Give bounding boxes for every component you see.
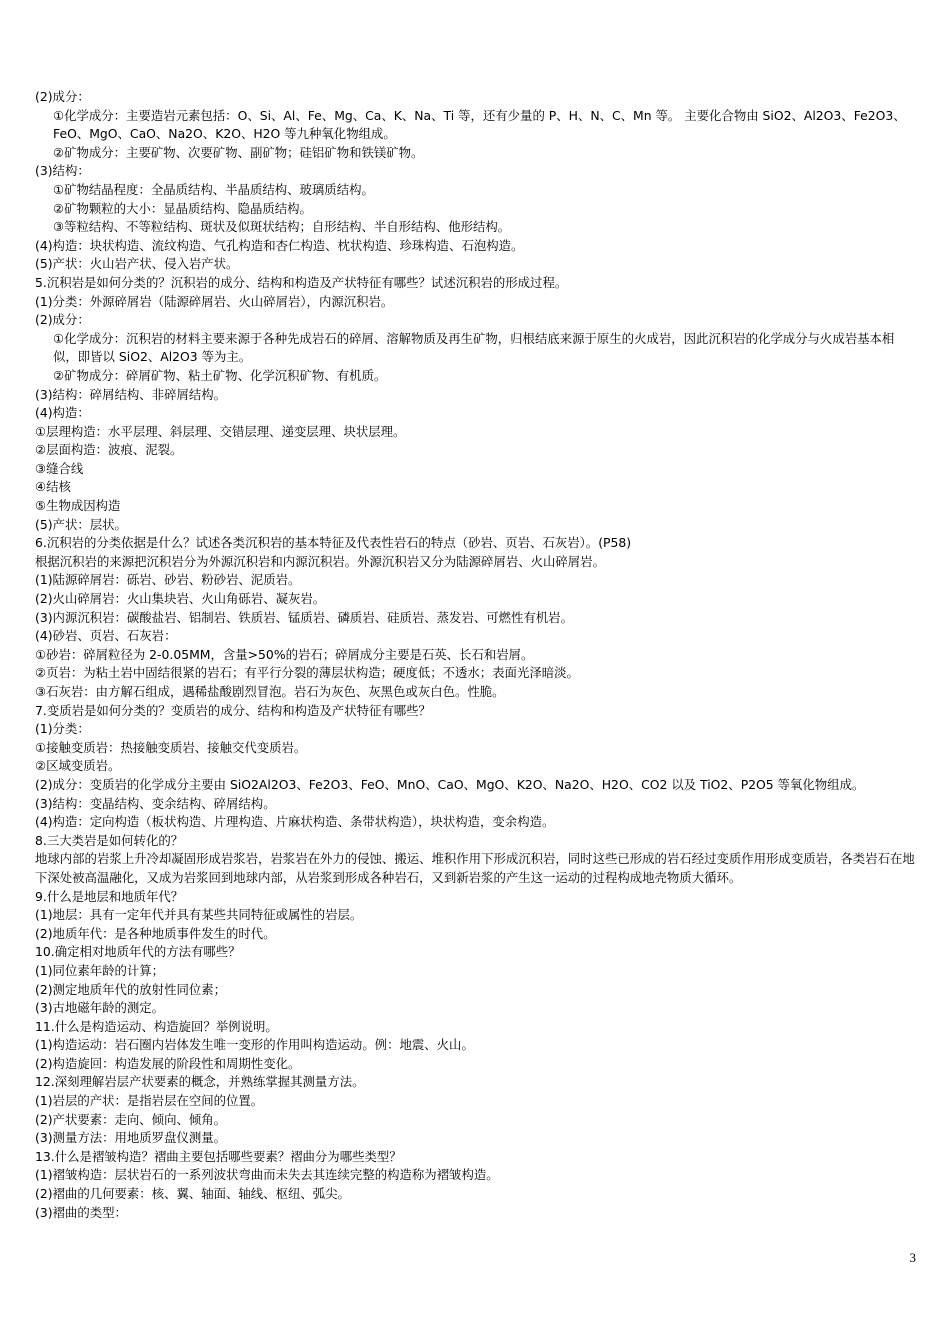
text-line: (3)结构：变晶结构、变余结构、碎屑结构。: [35, 795, 276, 811]
page-number: 3: [909, 1250, 916, 1265]
text-line: (4)构造：定向构造（板状构造、片理构造、片麻状构造、条带状构造），块状构造，变余构造。: [35, 814, 555, 830]
text-line: (2)成分：变质岩的化学成分主要由 SiO2Al2O3、Fe2O3、FeO、MnO、CaO、MgO、K2O、Na2O、H2O、CO2 以及 TiO2、P2O5 等氧化物组成。: [35, 776, 865, 792]
question-heading: 5.沉积岩是如何分类的？沉积岩的成分、结构和构造及产状特征有哪些？试述沉积岩的形成过程。: [35, 274, 568, 290]
section-heading: (2)成分：: [35, 89, 90, 104]
text-line: (1)分类：外源碎屑岩（陆源碎屑岩、火山碎屑岩），内源沉积岩。: [35, 293, 394, 309]
section-heading: (2)成分：: [35, 312, 90, 328]
text-line: (1)构造运动：岩石圈内岩体发生唯一变形的作用叫构造运动。例：地震、火山。: [35, 1037, 474, 1053]
list-item: ②矿物成分：碎屑矿物、粘土矿物、化学沉积矿物、有机质。: [53, 367, 387, 383]
text-line: (3)褶曲的类型：: [35, 1204, 127, 1220]
question-heading: 12.深刻理解岩层产状要素的概念，并熟练掌握其测量方法。: [35, 1074, 365, 1090]
question-heading: 13.什么是褶皱构造？褶曲主要包括哪些要素？褶曲分为哪些类型？: [35, 1148, 402, 1164]
paragraph: ①化学成分：沉积岩的材料主要来源于各种先成岩石的碎屑、溶解物质及再生矿物，归根结底来源于原生的火成岩，因此沉积岩的化学成分与火成岩基本相似，即皆以 SiO2、Al2O3 等为主。: [53, 330, 895, 365]
text-line: (2)构造旋回：构造发展的阶段性和周期性变化。: [35, 1055, 301, 1071]
text-line: (5)产状：火山岩产状、侵入岩产状。: [35, 256, 239, 272]
document-body: [35, 88, 919, 1222]
list-item: ③石灰岩：由方解石组成，遇稀盐酸剧烈冒泡。岩石为灰色、灰黑色或灰白色。性脆。: [35, 684, 505, 699]
text-line: (2)产状要素：走向、倾向、倾角。: [35, 1111, 227, 1127]
list-item: ③等粒结构、不等粒结构、斑状及似斑状结构；自形结构、半自形结构、他形结构。: [53, 219, 511, 235]
list-item: ①矿物结晶程度：全晶质结构、半晶质结构、玻璃质结构。: [53, 181, 374, 197]
section-heading: (1)分类：: [35, 721, 90, 737]
text-line: (2)地质年代：是各种地质事件发生的时代。: [35, 925, 276, 941]
text-line: (1)地层：具有一定年代并具有某些共同特征或属性的岩层。: [35, 907, 363, 923]
text-line: (2)测定地质年代的放射性同位素；: [35, 981, 227, 997]
list-item: ①层理构造：水平层理、斜层理、交错层理、递变层理、块状层理。: [35, 423, 406, 439]
list-item: ⑤生物成因构造: [35, 498, 121, 514]
text-line: 根据沉积岩的来源把沉积岩分为外源沉积岩和内源沉积岩。外源沉积岩又分为陆源碎屑岩、火山碎屑岩。: [35, 553, 605, 569]
text-line: (1)同位素年龄的计算；: [35, 962, 165, 978]
text-line: (2)褶曲的几何要素：核、翼、轴面、轴线、枢纽、弧尖。: [35, 1186, 350, 1202]
text-line: (1)褶皱构造：层状岩石的一系列波状弯曲而未失去其连续完整的构造称为褶皱构造。: [35, 1167, 499, 1183]
paragraph: ①化学成分：主要造岩元素包括：O、Si、Al、Fe、Mg、Ca、K、Na、Ti 等，还有少量的 P、H、N、C、Mn 等。 主要化合物由 SiO2、Al2O3、Fe2O3、FeO、MgO、CaO、Na2O、K2O、H2O 等九种氧化物组成。: [53, 107, 906, 142]
question-heading: 7.变质岩是如何分类的？变质岩的成分、结构和构造及产状特征有哪些？: [35, 702, 431, 718]
list-item: ③缝合线: [35, 460, 84, 476]
text-line: (1)陆源碎屑岩：砾岩、砂岩、粉砂岩、泥质岩。: [35, 572, 301, 588]
text-line: (2)火山碎屑岩：火山集块岩、火山角砾岩、凝灰岩。: [35, 591, 326, 607]
paragraph: 地球内部的岩浆上升冷却凝固形成岩浆岩，岩浆岩在外力的侵蚀、搬运、堆积作用下形成沉积岩，同时这些已形成的岩石经过变质作用形成变质岩，各类岩石在地下深处被高温融化，又成为岩浆回到地球内部，从岩浆到形成各种岩石，又到新岩浆的产生这一运动的过程构成地壳物质大循环。: [35, 851, 915, 885]
list-item: ①接触变质岩：热接触变质岩、接触交代变质岩。: [35, 739, 307, 755]
section-heading: (4)构造：: [35, 405, 90, 421]
list-item: ②矿物颗粒的大小：显晶质结构、隐晶质结构。: [53, 200, 312, 216]
list-item: ②区域变质岩。: [35, 758, 121, 774]
text-line: (4)构造：块状构造、流纹构造、气孔构造和杏仁构造、枕状构造、珍珠构造、石泡构造。: [35, 237, 524, 253]
list-item: ④结核: [35, 479, 71, 495]
question-heading: 10.确定相对地质年代的方法有哪些？: [35, 944, 241, 960]
text-line: (3)古地磁年龄的测定。: [35, 1000, 165, 1016]
text-line: (5)产状：层状。: [35, 516, 127, 532]
question-heading: 8.三大类岩是如何转化的？: [35, 832, 184, 848]
list-item: ②矿物成分：主要矿物、次要矿物、副矿物；硅铝矿物和铁镁矿物。: [53, 144, 424, 160]
text-line: (3)测量方法：用地质罗盘仪测量。: [35, 1130, 227, 1146]
question-heading: 9.什么是地层和地质年代？: [35, 888, 184, 904]
list-item: ②层面构造：波痕、泥裂。: [35, 442, 183, 458]
section-heading: (3)结构：: [35, 163, 90, 179]
list-item: ①砂岩：碎屑粒径为 2-0.05MM，含量>50%的岩石；碎屑成分主要是石英、长石和岩屑。: [35, 646, 534, 662]
text-line: (1)岩层的产状：是指岩层在空间的位置。: [35, 1093, 264, 1109]
question-heading: 6.沉积岩的分类依据是什么？试述各类沉积岩的基本特征及代表性岩石的特点（砂岩、页岩、石灰岩）。(P58): [35, 535, 632, 551]
text-line: (4)砂岩、页岩、石灰岩：: [35, 628, 177, 644]
list-item: ②页岩：为粘土岩中固结很紧的岩石；有平行分裂的薄层状构造；硬度低；不透水；表面光泽暗淡。: [35, 665, 579, 681]
question-heading: 11.什么是构造运动、构造旋回？举例说明。: [35, 1018, 278, 1034]
text-line: (3)结构：碎屑结构、非碎屑结构。: [35, 386, 227, 402]
text-line: (3)内源沉积岩：碳酸盐岩、铝制岩、铁质岩、锰质岩、磷质岩、硅质岩、蒸发岩、可燃性有机岩。: [35, 609, 573, 625]
